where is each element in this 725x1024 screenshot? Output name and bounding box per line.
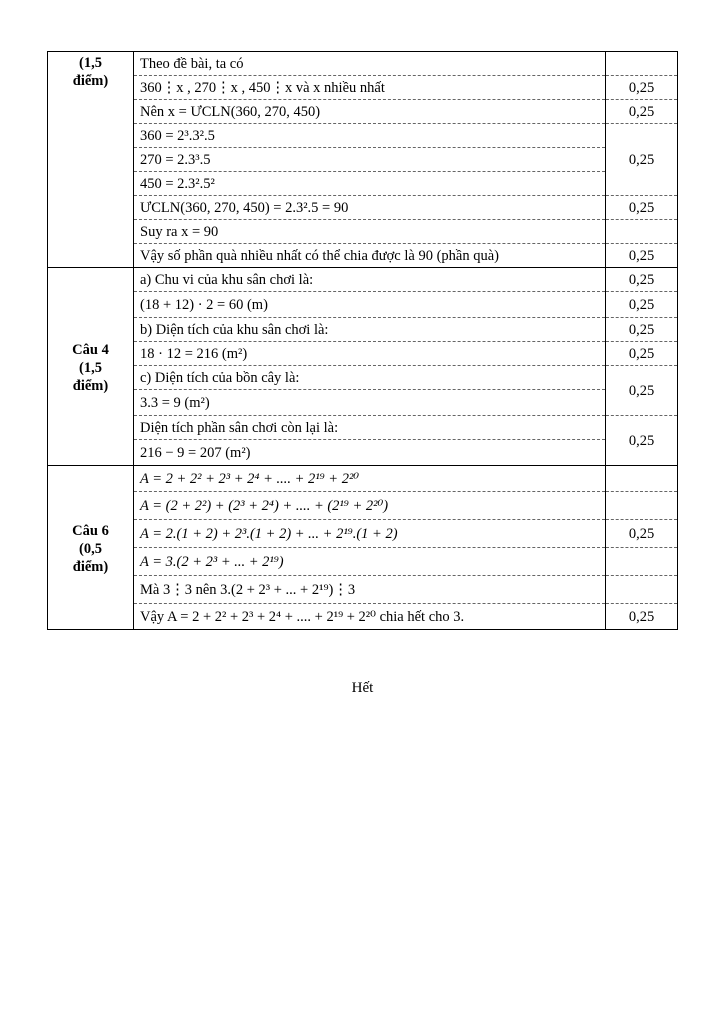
row-content: ƯCLN(360, 270, 450) = 2.3².5 = 90 (134, 196, 606, 220)
section-2-label: Câu 4 (1,5 điểm) (48, 268, 134, 466)
table-row (48, 342, 678, 366)
row-score: 0,25 (606, 342, 678, 366)
row-score: 0,25 (606, 100, 678, 124)
row-content: (18 + 12) · 2 = 60 (m) (134, 292, 606, 318)
table-row (48, 196, 678, 220)
answer-table-container (47, 51, 677, 630)
row-content: 216 − 9 = 207 (m²) (134, 440, 606, 466)
row-content: A = 2.(1 + 2) + 2³.(1 + 2) + ... + 2¹⁹.(1 + 2) (134, 520, 606, 548)
row-score: 0,25 (606, 76, 678, 100)
row-content: c) Diện tích của bồn cây là: (134, 366, 606, 390)
table-row (48, 604, 678, 630)
answer-table (47, 51, 678, 630)
row-score: 0,25 (606, 366, 678, 416)
table-row (48, 148, 678, 172)
row-content: b) Diện tích của khu sân chơi là: (134, 318, 606, 342)
table-row (48, 244, 678, 268)
table-row (48, 416, 678, 440)
row-content: a) Chu vi của khu sân chơi là: (134, 268, 606, 292)
row-score (606, 548, 678, 576)
table-row (48, 366, 678, 390)
table-row (48, 76, 678, 100)
row-content: Mà 3⋮3 nên 3.(2 + 2³ + ... + 2¹⁹)⋮3 (134, 576, 606, 604)
row-content: A = (2 + 2²) + (2³ + 2⁴) + .... + (2¹⁹ + 2²⁰) (134, 492, 606, 520)
table-row (48, 220, 678, 244)
row-content: Nên x = ƯCLN(360, 270, 450) (134, 100, 606, 124)
table-row (48, 52, 678, 76)
row-score (606, 220, 678, 244)
table-row (48, 172, 678, 196)
row-content: Theo đề bài, ta có (134, 52, 606, 76)
table-row (48, 520, 678, 548)
row-content: 270 = 2.3³.5 (134, 148, 606, 172)
row-score (606, 52, 678, 76)
end-marker: Hết (351, 680, 374, 696)
row-score (606, 492, 678, 520)
table-row (48, 390, 678, 416)
row-score: 0,25 (606, 268, 678, 292)
row-content: Vậy số phần quà nhiều nhất có thể chia được là 90 (phần quà) (134, 244, 606, 268)
row-score (606, 466, 678, 492)
row-content: Diện tích phần sân chơi còn lại là: (134, 416, 606, 440)
table-row (48, 124, 678, 148)
row-score: 0,25 (606, 196, 678, 220)
table-row (48, 318, 678, 342)
table-row (48, 576, 678, 604)
row-content: Suy ra x = 90 (134, 220, 606, 244)
row-score: 0,25 (606, 604, 678, 630)
table-row (48, 100, 678, 124)
section-1-label: (1,5 điểm) (48, 52, 134, 268)
table-row (48, 268, 678, 292)
table-row (48, 548, 678, 576)
row-score: 0,25 (606, 416, 678, 466)
row-content: 360⋮x , 270⋮x , 450⋮x và x nhiều nhất (134, 76, 606, 100)
row-content: A = 3.(2 + 2³ + ... + 2¹⁹) (134, 548, 606, 576)
row-content: Vậy A = 2 + 2² + 2³ + 2⁴ + .... + 2¹⁹ + 2²⁰ chia hết cho 3. (134, 604, 606, 630)
row-score: 0,25 (606, 244, 678, 268)
row-score: 0,25 (606, 292, 678, 318)
row-content: 360 = 2³.3².5 (134, 124, 606, 148)
row-score: 0,25 (606, 318, 678, 342)
section-3-label: Câu 6 (0,5 điểm) (48, 466, 134, 630)
row-content: 18 · 12 = 216 (m²) (134, 342, 606, 366)
row-score (606, 576, 678, 604)
row-content: 450 = 2.3².5² (134, 172, 606, 196)
row-content: A = 2 + 2² + 2³ + 2⁴ + .... + 2¹⁹ + 2²⁰ (134, 466, 606, 492)
row-score: 0,25 (606, 124, 678, 196)
table-row (48, 492, 678, 520)
row-content: 3.3 = 9 (m²) (134, 390, 606, 416)
row-score: 0,25 (606, 520, 678, 548)
table-row (48, 440, 678, 466)
table-row (48, 466, 678, 492)
table-row (48, 292, 678, 318)
